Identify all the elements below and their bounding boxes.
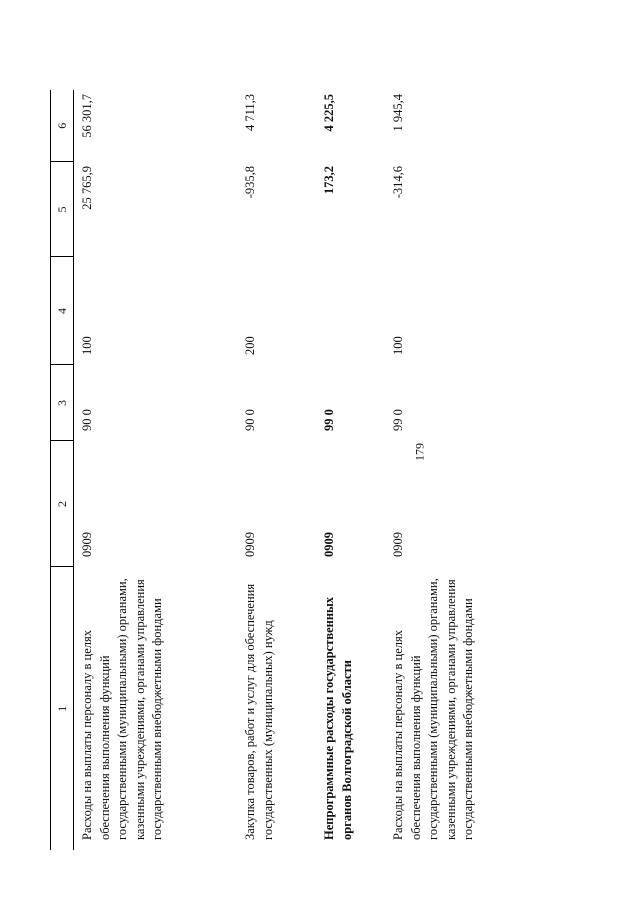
- header-col-3: 3: [51, 365, 74, 441]
- row-section: 0909: [243, 532, 257, 557]
- row-total: 4 711,3: [243, 94, 257, 132]
- row-name: Непрограммные расходы государственных органов Волгоградской области: [322, 596, 354, 840]
- row-type: 100: [80, 336, 94, 355]
- row-total: 4 225,5: [322, 94, 336, 132]
- row-change: -314,6: [391, 166, 405, 199]
- row-type: 200: [243, 336, 257, 355]
- table-row: [385, 90, 540, 850]
- header-col-5: 5: [51, 162, 74, 257]
- row-name: Расходы на выплаты персоналу в целях обеспечения выполнения функций государственными (муниципальными) органами, казенными учреждениями, органами управления государственными внебюджетными фондами: [391, 578, 475, 840]
- row-section: 0909: [322, 532, 336, 557]
- header-col-4: 4: [51, 257, 74, 365]
- row-change: -935,8: [243, 166, 257, 199]
- row-change: 25 765,9: [80, 166, 94, 210]
- header-col-1: 1: [51, 567, 74, 850]
- row-target: 99 0: [322, 409, 336, 431]
- row-section: 0909: [80, 532, 94, 557]
- table-row: [316, 90, 385, 850]
- row-name: Закупка товаров, работ и услуг для обеспечения государственных (муниципальных) нужд: [243, 583, 275, 840]
- row-target: 90 0: [243, 409, 257, 431]
- header-col-2: 2: [51, 441, 74, 567]
- row-total: 1 945,4: [391, 94, 405, 132]
- row-change: 173,2: [322, 166, 336, 195]
- row-total: 56 301,7: [80, 94, 94, 138]
- row-type: 100: [391, 336, 405, 355]
- row-target: 90 0: [80, 409, 94, 431]
- row-name: Расходы на выплаты персоналу в целях обеспечения выполнения функций государственными (муниципальными) органами, казенными учреждениями, органами управления государственными внебюджетными фондами: [80, 578, 164, 840]
- budget-table-rotated: [50, 90, 640, 850]
- row-section: 0909: [391, 532, 405, 557]
- header-col-6: 6: [51, 90, 74, 162]
- page-number: 179: [412, 443, 427, 461]
- budget-table: [50, 90, 540, 850]
- header-row: [51, 90, 74, 850]
- row-target: 99 0: [391, 409, 405, 431]
- table-row: [74, 90, 238, 850]
- row-type: [316, 257, 385, 365]
- table-row: [237, 90, 316, 850]
